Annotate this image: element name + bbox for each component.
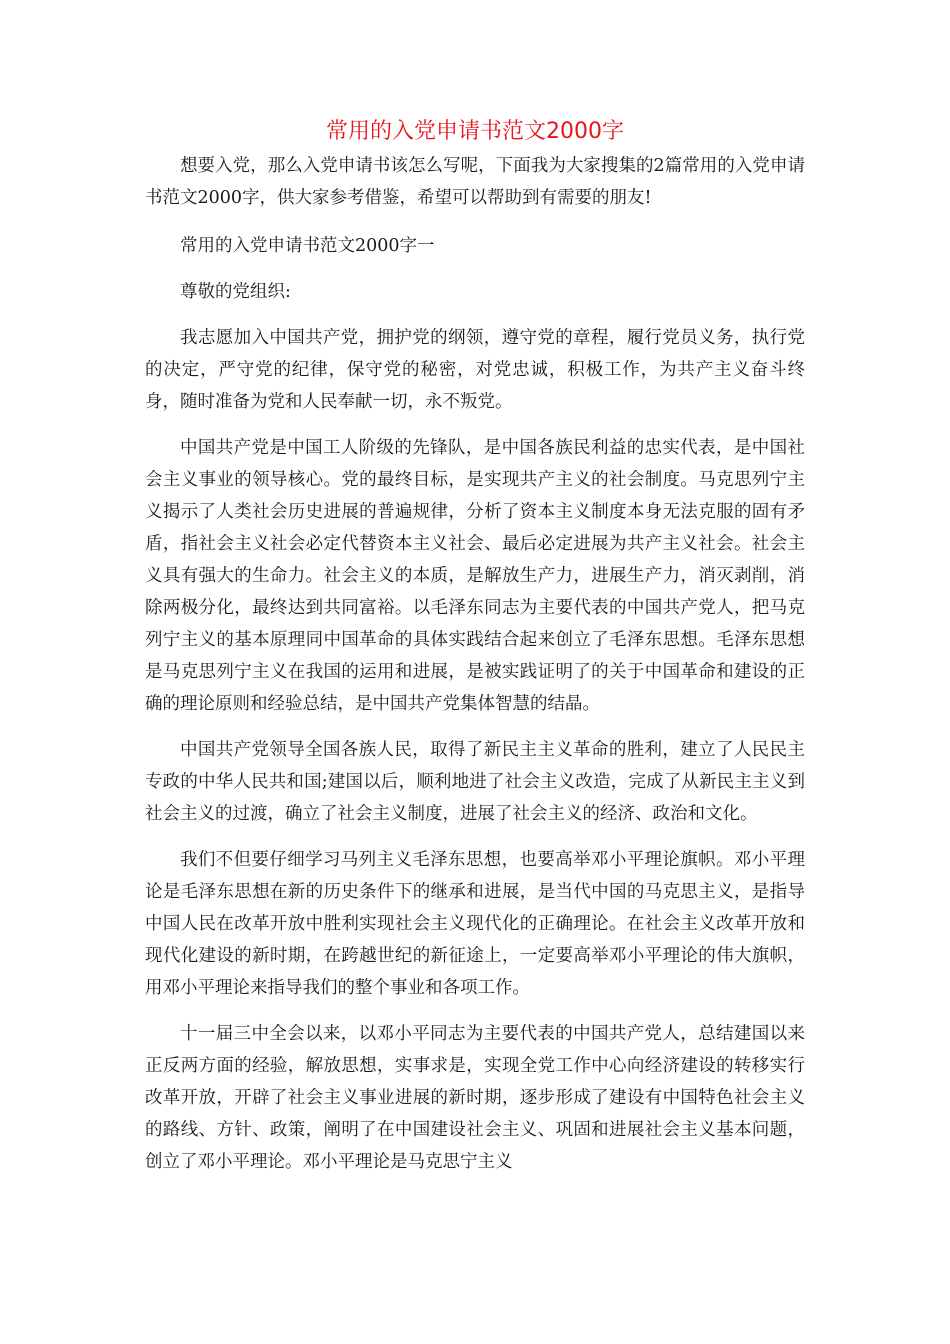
paragraph: 中国共产党是中国工人阶级的先锋队，是中国各族民利益的忠实代表，是中国社会主义事业的领导核心。党的最终目标，是实现共产主义的社会制度。马克思列宁主义揭示了人类社会历史进展的普遍规律，分析了资本主义制度本身无法克服的固有矛盾，指社会主义社会必定代替资本主义社会、最后必定进展为共产主义社会。社会主义具有强大的生命力。社会主义的本质，是解放生产力，进展生产力，消灭剥削，消除两极分化，最终达到共同富裕。以毛泽东同志为主要代表的中国共产党人，把马克列宁主义的基本原理同中国革命的具体实践结合起来创立了毛泽东思想。毛泽东思想是马克思列宁主义在我国的运用和进展，是被实践证明了的关于中国革命和建设的正确的理论原则和经验总结，是中国共产党集体智慧的结晶。 [145,438,805,714]
document-title: 常用的入党申请书范文2000字 [326,119,624,144]
paragraph: 中国共产党领导全国各族人民，取得了新民主主义革命的胜利，建立了人民民主专政的中华人民共和国;建国以后，顺利地进了社会主义改造，完成了从新民主主义到社会主义的过渡，确立了社会主义制度，进展了社会主义的经济、政治和文化。 [145,740,805,824]
salutation: 尊敬的党组织: [180,282,291,302]
paragraph: 十一届三中全会以来，以邓小平同志为主要代表的中国共产党人，总结建国以来正反两方面的经验，解放思想，实事求是，实现全党工作中心向经济建设的转移实行改革开放，开辟了社会主义事业进展的新时期，逐步形成了建设有中国特色社会主义的路线、方针、政策，阐明了在中国建设社会主义、巩固和进展社会主义基本问题，创立了邓小平理论。邓小平理论是马克思宁主义 [145,1024,805,1172]
section-heading: 常用的入党申请书范文2000字一 [180,236,435,256]
paragraph: 我志愿加入中国共产党，拥护党的纲领，遵守党的章程，履行党员义务，执行党的决定，严守党的纪律，保守党的秘密，对党忠诚，积极工作，为共产主义奋斗终身，随时准备为党和人民奉献一切，永不叛党。 [145,328,805,412]
document-body [145,150,805,1192]
paragraph: 我们不但要仔细学习马列主义毛泽东思想，也要高举邓小平理论旗帜。邓小平理论是毛泽东思想在新的历史条件下的继承和进展，是当代中国的马克思主义，是指导中国人民在改革开放中胜利实现社会主义现代化的正确理论。在社会主义改革开放和现代化建设的新时期，在跨越世纪的新征途上，一定要高举邓小平理论的伟大旗帜，用邓小平理论来指导我们的整个事业和各项工作。 [145,850,805,998]
paragraph-intro: 想要入党，那么入党申请书该怎么写呢，下面我为大家搜集的2篇常用的入党申请书范文2000字，供大家参考借鉴，希望可以帮助到有需要的朋友! [145,156,805,208]
